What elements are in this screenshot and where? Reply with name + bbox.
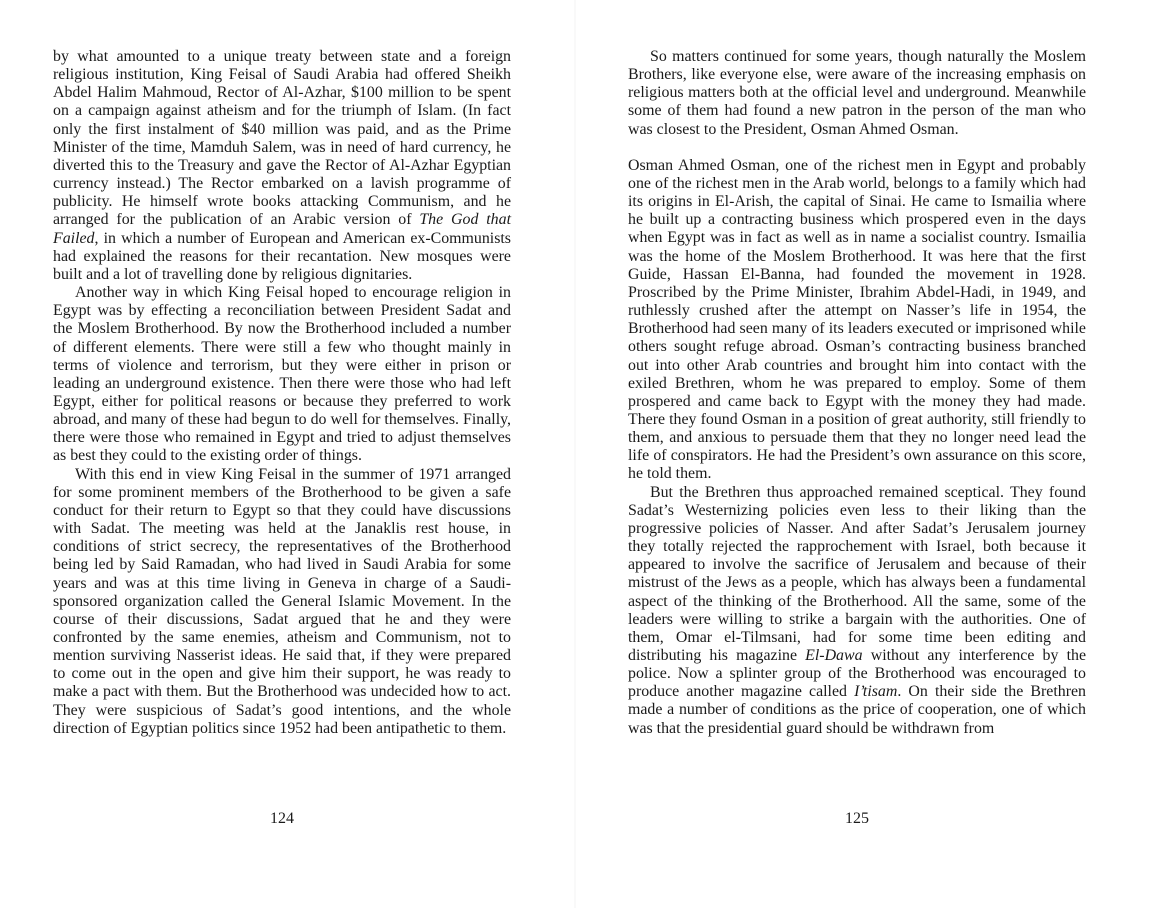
paragraph: So matters continued for some years, though naturally the Moslem Brothers, like everyone else, were aware of the increasing emphasis on religious matters both at the official level and underground. Meanwhile some of them had found a new patron in the person of the man who was closest to the President, Osman Ahmed Osman. [628, 48, 1086, 138]
gutter [574, 0, 576, 908]
paragraph: Osman Ahmed Osman, one of the richest men in Egypt and probably one of the richest men in the Arab world, belongs to a family which had its origins in El-Arish, the capital of Sinai. He came to Ismailia where he built up a contracting business which prospered even in the days when Egypt was in fact as well as in name a socialist country. Ismailia was the home of the Moslem Brotherhood. It was here that the first Guide, Hassan El-Banna, had founded the movement in 1928. Proscribed by the Prime Minister, Ibrahim Abdel-Hadi, in 1949, and ruthlessly crushed after the attempt on Nasser’s life in 1954, the Brotherhood had seen many of its leaders executed or imprisoned while others sought refuge abroad. Osman’s contracting business branched out into other Arab countries and brought him into contact with the exiled Brethren, whom he was prepared to employ. Some of them prospered and came back to Egypt with the money they had made. There they found Osman in a position of great authority, still friendly to them, and anxious to persuade them that they no longer need lead the life of conspirators. He had the President’s own assurance on this score, he told them. [628, 156, 1086, 483]
page-number-right: 125 [845, 810, 869, 827]
paragraph: Another way in which King Feisal hoped to encourage religion in Egypt was by effecting a reconciliation between President Sadat and the Moslem Brotherhood. By now the Brotherhood included a number of different elements. There were still a few who thought mainly in terms of violence and terrorism, but they were either in prison or leading an underground existence. Then there were those who had left Egypt, either for political reasons or because they preferred to work abroad, and many of these had begun to do well for themselves. Finally, there were those who remained in Egypt and tried to adjust themselves as best they could to the existing order of things. [53, 284, 511, 465]
right-page [628, 48, 1086, 738]
paragraph: by what amounted to a unique treaty between state and a foreign religious institution, King Feisal of Saudi Arabia had offered Sheikh Abdel Halim Mahmoud, Rector of Al-Azhar, $100 million to be spent on a campaign against atheism and for the triumph of Islam. (In fact only the first instalment of $40 million was paid, and as the Prime Minister of the time, Mamduh Salem, was in need of hard currency, he diverted this to the Treasury and gave the Rector of Al-Azhar Egyptian currency instead.) The Rector embarked on a lavish programme of publicity. He himself wrote books attacking Communism, and he arranged for the publication of an Arabic version of The God that Failed, in which a number of European and American ex-Communists had explained the reasons for their recantation. New mosques were built and a lot of travelling done by religious dignitaries. [53, 48, 511, 283]
paragraph: But the Brethren thus approached remained sceptical. They found Sadat’s Westernizing policies even less to their liking than the progressive policies of Nasser. And after Sadat’s Jerusalem journey they totally rejected the rapprochement with Israel, both because it appeared to involve the sacrifice of Jerusalem and because of their mistrust of the Jews as a people, which has always been a fundamental aspect of the thinking of the Brotherhood. All the same, some of the leaders were willing to strike a bargain with the authorities. One of them, Omar el-Tilmsani, had for some time been editing and distributing his magazine El-Dawa without any interference by the police. Now a splinter group of the Brotherhood was encouraged to produce another magazine called I’tisam. On their side the Brethren made a number of conditions as the price of cooperation, one of which was that the presidential guard should be withdrawn from [628, 483, 1087, 737]
paragraph: With this end in view King Feisal in the summer of 1971 arranged for some prominent members of the Brotherhood to be given a safe conduct for their return to Egypt so that they could have discussions with Sadat. The meeting was held at the Janaklis rest house, in conditions of strict secrecy, the representatives of the Brotherhood being led by Said Ramadan, who had lived in Saudi Arabia for some years and was at this time living in Geneva in charge of a Saudi-sponsored organization called the General Islamic Movement. In the course of their discussions, Sadat argued that he and they were confronted by the same enemies, atheism and Communism, not to mention surviving Nasserist ideas. He said that, if they were prepared to come out in the open and give him their support, he was ready to make a pact with them. But the Brotherhood was undecided how to act. They were suspicious of Sadat’s good intentions, and the whole direction of Egyptian politics since 1952 had been antipathetic to them. [53, 465, 511, 737]
left-page [53, 48, 511, 738]
page-number-left: 124 [270, 810, 294, 827]
